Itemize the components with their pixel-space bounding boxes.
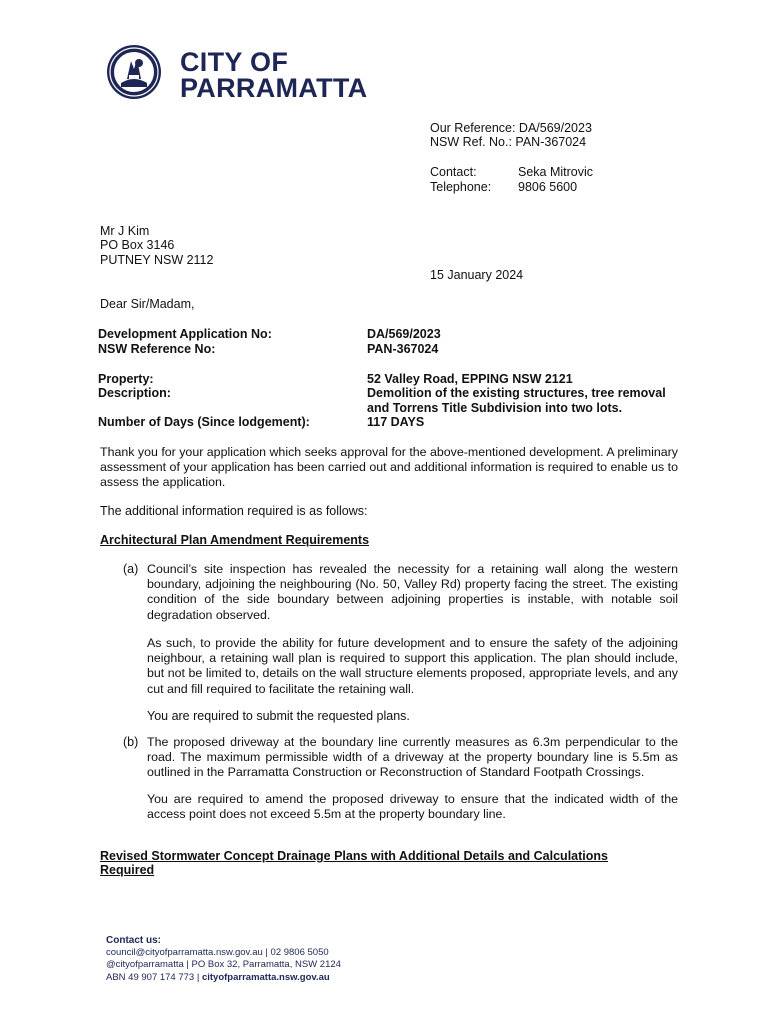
letter-date: 15 January 2024 bbox=[430, 268, 524, 282]
property-value: 52 Valley Road, EPPING NSW 2121 bbox=[367, 372, 573, 386]
days-value: 117 DAYS bbox=[367, 415, 425, 429]
section-heading-stormwater-2: Required bbox=[100, 863, 155, 877]
recipient-address-2: PUTNEY NSW 2112 bbox=[100, 253, 214, 267]
footer-heading: Contact us: bbox=[106, 935, 161, 946]
description-value-1: Demolition of the existing structures, tree removal bbox=[367, 386, 666, 400]
footer-social-address: @cityofparramatta | PO Box 32, Parramatta, NSW 2124 bbox=[106, 959, 341, 971]
additional-info-line: The additional information required is as follows: bbox=[100, 504, 368, 518]
item-a-marker: (a) bbox=[123, 562, 139, 576]
item-b-paragraph-1: The proposed driveway at the boundary line currently measures as 6.3m perpendicular to the road. The maximum permissible width of a driveway at the property boundary line is 5.5m as outlined in the Parramatta Construction or Reconstruction of Standard Footpath Crossings. bbox=[147, 735, 678, 780]
logo-line-2: PARRAMATTA bbox=[180, 73, 368, 103]
description-label: Description: bbox=[98, 386, 171, 400]
item-a-paragraph-3: You are required to submit the requested plans. bbox=[147, 709, 410, 723]
footer-contact bbox=[106, 935, 341, 984]
telephone-label: Telephone: bbox=[430, 180, 492, 194]
property-label: Property: bbox=[98, 372, 154, 386]
city-logo-wordmark bbox=[180, 49, 367, 101]
item-b-marker: (b) bbox=[123, 735, 139, 749]
footer-abn: ABN 49 907 174 773 | bbox=[106, 971, 202, 983]
section-heading-architectural: Architectural Plan Amendment Requirements bbox=[100, 533, 370, 547]
nsw-ref-number: NSW Ref. No.: PAN-367024 bbox=[430, 135, 587, 149]
nsw-value: PAN-367024 bbox=[367, 342, 439, 356]
days-label: Number of Days (Since lodgement): bbox=[98, 415, 310, 429]
recipient-name: Mr J Kim bbox=[100, 224, 150, 238]
logo-line-1: CITY OF bbox=[180, 47, 289, 77]
da-label: Development Application No: bbox=[98, 327, 272, 341]
salutation: Dear Sir/Madam, bbox=[100, 297, 195, 311]
recipient-address-1: PO Box 3146 bbox=[100, 238, 175, 252]
da-value: DA/569/2023 bbox=[367, 327, 441, 341]
contact-value: Seka Mitrovic bbox=[518, 165, 594, 179]
city-logo-emblem bbox=[107, 45, 161, 99]
item-a-paragraph-1: Council’s site inspection has revealed the necessity for a retaining wall along the western boundary, adjoining the neighbouring (No. 50, Valley Rd) property facing the street. The existing condition of the side boundary between adjoining properties is instable, with notable soil degradation observed. bbox=[147, 562, 678, 622]
intro-paragraph: Thank you for your application which seeks approval for the above-mentioned development. A preliminary assessment of your application has been carried out and additional information is required to enable us to assess the application. bbox=[100, 445, 678, 490]
footer-email-phone: council@cityofparramatta.nsw.gov.au | 02 9806 5050 bbox=[106, 947, 329, 959]
nsw-label: NSW Reference No: bbox=[98, 342, 216, 356]
section-heading-stormwater-1: Revised Stormwater Concept Drainage Plans with Additional Details and Calculations bbox=[100, 849, 608, 863]
contact-label: Contact: bbox=[430, 165, 477, 179]
telephone-value: 9806 5600 bbox=[518, 180, 578, 194]
footer-website-link[interactable]: cityofparramatta.nsw.gov.au bbox=[201, 971, 330, 983]
footer-abn-website bbox=[106, 972, 341, 984]
description-value-2: and Torrens Title Subdivision into two lots. bbox=[367, 401, 623, 415]
item-b-paragraph-2: You are required to amend the proposed driveway to ensure that the indicated width of the access point does not exceed 5.5m at the property boundary line. bbox=[147, 792, 678, 822]
our-reference: Our Reference: DA/569/2023 bbox=[430, 121, 592, 135]
emblem-icon bbox=[107, 45, 161, 99]
item-a-paragraph-2: As such, to provide the ability for future development and to ensure the safety of the adjoining neighbour, a retaining wall plan is required to support this application. The plan should include, but not be limited to, details on the wall structure elements proposed, appropriate levels, and any cut and fill required to facilitate the retaining wall. bbox=[147, 636, 678, 696]
